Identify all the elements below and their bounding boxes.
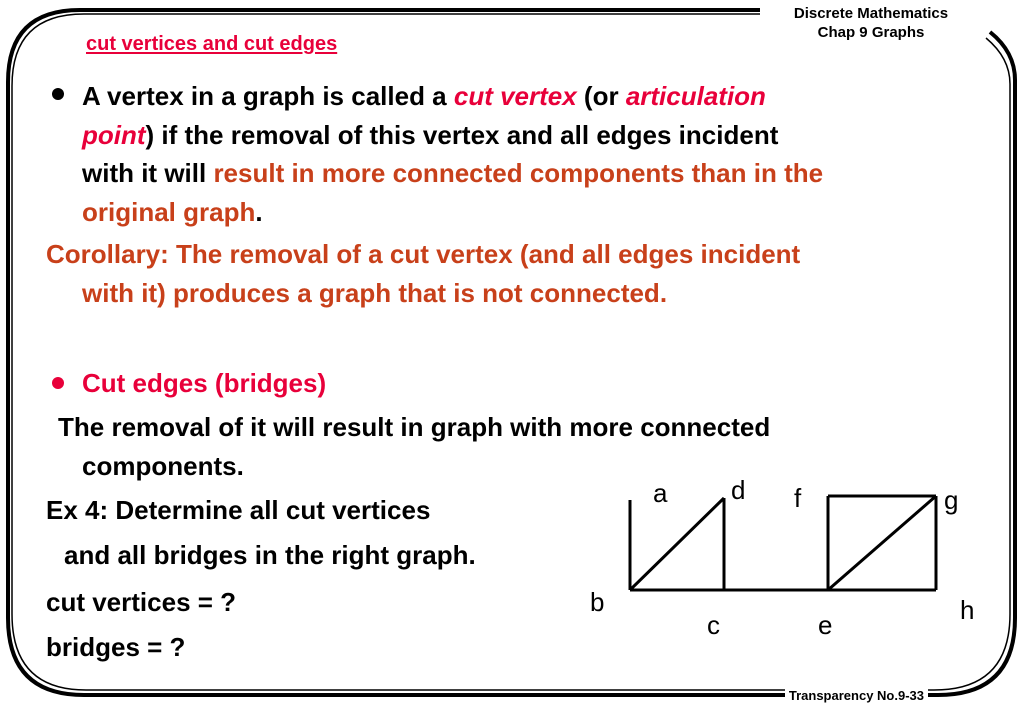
def-text-a: A vertex in a graph is called a	[82, 81, 454, 111]
def-period: .	[255, 196, 263, 227]
vertex-label-a: a	[653, 478, 668, 508]
cut-vertices-question: cut vertices = ?	[46, 587, 237, 617]
def-text-f: ) if the removal of this vertex and all edges incident	[145, 119, 779, 150]
term-point: point	[82, 119, 146, 150]
bridge-definition-line-2: components.	[82, 451, 244, 481]
bridges-question: bridges = ?	[46, 632, 186, 662]
vertex-label-h: h	[960, 595, 975, 625]
def-text-c: (or	[576, 81, 626, 111]
vertex-label-d: d	[731, 475, 746, 505]
corollary-line-1: Corollary: The removal of a cut vertex (and all edges incident	[46, 239, 801, 269]
slide-title: cut vertices and cut edges	[86, 33, 338, 55]
corollary-line-2: with it) produces a graph that is not connected.	[82, 278, 668, 308]
bullet-dot	[52, 377, 64, 389]
transparency-number: Transparency No.9-33	[785, 688, 928, 703]
bullet-dot	[52, 88, 64, 100]
vertex-label-f: f	[794, 483, 802, 513]
course-title: Discrete Mathematics	[793, 5, 949, 22]
term-articulation: articulation	[625, 81, 766, 111]
vertex-label-b: b	[590, 587, 605, 617]
vertex-label-g: g	[944, 485, 959, 515]
term-cut-vertex: cut vertex	[453, 81, 577, 111]
bridge-definition-line-1: The removal of it will result in graph with more connected	[58, 412, 771, 442]
example-line-2: and all bridges in the right graph.	[64, 540, 476, 570]
chapter-title: Chap 9 Graphs	[817, 24, 925, 41]
def-emphasis: result in more connected components than in the	[213, 158, 824, 188]
def-emphasis-end: original graph	[82, 196, 256, 227]
course-header	[771, 4, 971, 42]
definition-paragraph	[82, 77, 992, 231]
vertex-label-e: e	[818, 610, 833, 640]
cut-edges-heading: Cut edges (bridges)	[82, 368, 327, 398]
example-line-1: Ex 4: Determine all cut vertices	[46, 495, 431, 525]
def-text-g: with it will	[82, 158, 214, 188]
vertex-label-c: c	[707, 610, 720, 640]
